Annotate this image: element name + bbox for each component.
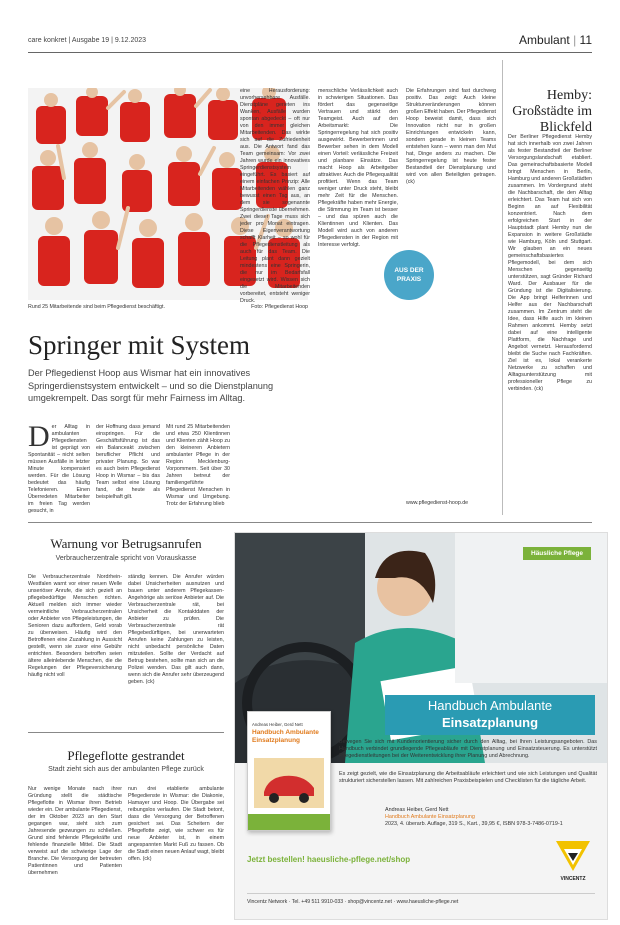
warning-col-2: ständig kennen. Die Anrufer würden dabei Unsicherheiten ausnutzen und bauen unter anderem Pflegekassen-Angehörige als seriöse Anbieter auf. Die Verbraucherzentrale rät, bei Unsicherheit die Kontaktdaten der Anbieter zu prüfen. Die Verbraucherzentrale rät Pflegebedürftigen, bei unerwarteten Anrufen keine Zahlungen zu leisten, nicht unbedacht persönliche Daten mitzuteilen. Sollte der Verdacht auf Betrug bestehen, sollte man sich an die Polizei wenden. Das gilt auch dann, wenn sich die Anrufer sehr überzeugend geben. (ck) <box>128 574 224 685</box>
ad-order-details: 2023, 4. überarb. Auflage, 319 S., Kart., 39,95 €, ISBN 978-3-7486-0719-1 <box>385 821 563 827</box>
photo-caption: Rund 25 Mitarbeitende sind beim Pflegedienst beschäftigt. <box>28 304 165 310</box>
running-header-right: Ambulant | 11 <box>519 33 592 47</box>
book-cover[interactable] <box>247 711 331 831</box>
article-lead: Der Pflegedienst Hoop aus Wismar hat ein innovatives Springerdienstsystem entwickelt – und so die Dienstplanung umgekrempelt. Das sorgt für mehr Fairness im Alltag. <box>28 368 274 403</box>
article-col-6: Die Erfahrungen sind fast durchweg positiv. Das zeigt: Auch kleine Strukturveränderungen können großen Effekt haben. Der Pflegedienst Hoop beweist damit, dass sich Innovation nicht nur in großen Einrichtungen entwickeln kann, sondern gerade in kleinen Teams entstehen kann – wenn man den Mut hat, Dinge anders zu machen. Die Springerregelung ist heute fester Bestandteil der Dienstplanung und wird von allen Beteiligten getragen. (ck) <box>406 88 496 185</box>
side-text: Der Berliner Pflegedienst Hemby hat sich innerhalb von zwei Jahren als fester Bestandteil der Berliner Versorgungslandschaft etabliert. Das gemeinschaftsbasierte Modell bringt Menschen in Berlin, Hamburg und anderen Großstädten zusammen. Im Vordergrund steht die Nachbarschaft, die den Alltag erleichtert. Das Team hat sich von Beginn an auf Flexibilität konzentriert. Nach dem erfolgreichen Start in der Hauptstadt plant Hemby nun die Expansion in weitere Großstädte wie Hamburg, Köln und Stuttgart. Wir glauben an ein neues gemeinschaftsbasiertes Pflegemodell, bei dem sich Menschen gegenseitig unterstützen, sagt Gründer Richard Ward. Der Ausbauer für die Gründung ist die Digitalisierung. Die App bringt Helferinnen und Helfer aus der Nachbarschaft zusammen. Im Zentrum steht die Idee, dass Hilfe auch im kleinen Rahmen ankommt. Hemby setzt dabei auf eine intelligente Plattform, die Nachfrage und Angebot vernetzt. Herausfordernd bleibt die Suche nach Fachkräften. Ziel ist es, lokal verankerte Netzwerke zu schaffen und Alltagsunterstützung mit professioneller Pflege zu verbinden. (ck) <box>508 134 592 392</box>
ad-body-1: Bewegen Sie sich mit Kundenorientierung sicher durch den Alltag, bei Ihren Leistungsangeboten. Das Handbuch verbindet grundlegende Pflegeabläufe mit Dienstplanung und Einsatzsteuerung. Es unterstützt Pflegedienstleitungen bei der Weiterentwicklung ihrer Planung und Abrechnung. <box>339 739 597 759</box>
running-header-left: care konkret | Ausgabe 19 | 9.12.2023 <box>28 37 147 44</box>
ad-cta[interactable]: Jetzt bestellen! haeusliche-pflege.net/shop <box>247 855 411 864</box>
article-col-2: der Hoffnung dass jemand einspringen. Für die Geschäftsführung ist das ein Balanceakt zwischen beruflicher Pflicht und privater Planung. So war es auch beim Pflegedienst Hoop in Wismar – bis das Team selbst eine Lösung fand, die heute als beispielhaft gilt. <box>96 424 160 500</box>
book-title: Handbuch Ambulante Einsatzplanung <box>252 729 319 744</box>
badge-line-2: PRAXIS <box>396 276 422 283</box>
badge-line-1: AUS DER <box>394 267 424 274</box>
page-number: 11 <box>579 33 592 47</box>
book-cover-band <box>248 814 330 830</box>
ad-tag: Häusliche Pflege <box>523 547 591 560</box>
article-col-1 <box>28 424 90 514</box>
vincentz-logo-text: VINCENTZ <box>560 876 586 882</box>
warning-subhead: Verbraucherzentrale spricht von Vorauskasse <box>55 555 197 562</box>
article-col-3: Mit rund 25 Mitarbeitenden und etwa 250 Klientinnen und Klienten zählt Hoop zu den kleineren Anbietern ambulanter Pflege in der Region Mecklenburg-Vorpommern. Seit über 30 Jahren betreut der familiengeführte Pflegedienst Menschen in Wismar und Umgebung. Trotz der Erfahrung blieb <box>166 424 230 507</box>
ad-banner-line-2: Einsatzplanung <box>441 715 539 730</box>
article-col-1-text: er Alltag in ambulanten Pflegediensten ist geprägt von Spontanität – nicht selten müssen Ausfälle in letzter Minute kompensiert werden. Für die Lösung bedeutet das häufig Telefonieren. Einen Überredeten Mitarbeiter im freien Tag werden gesucht, in <box>28 424 90 514</box>
warning-col-1: Die Verbraucherzentrale Nordrhein-Westfalen warnt vor einer neuen Welle unseriöser Anrufe, die sich gezielt an pflegebedürftige Menschen richten. Aktuell melden sich immer wieder vermeintliche Verbraucherzentralen oder Anbieter von Pflegeleistungen, die Senioren dazu auffordern, Geld vorab zu überweisen. Häufig wird den Betroffenen eine Zuzahlung in Aussicht gestellt, wenn sie zuvor eine Gebühr entrichten. Besonders betroffen seien ältere alleinlebende Menschen, die die Regelungen der Pflegeversicherung häufig nicht voll <box>28 574 122 678</box>
warning-headline: Warnung vor Betrugsanrufen <box>50 536 202 551</box>
book-author: Andreas Heiber, Gerd Nett <box>252 722 303 727</box>
advertisement[interactable] <box>234 532 608 920</box>
article-web-link[interactable]: www.pflegedienst-hoop.de <box>406 500 469 506</box>
header-rule <box>28 52 592 53</box>
fleet-subhead: Stadt zieht sich aus der ambulanten Pflege zurück <box>48 766 204 773</box>
ad-order-title: Handbuch Ambulante Einsatzplanung <box>385 814 475 820</box>
fleet-headline: Pflegeflotte gestrandet <box>67 748 185 763</box>
fleet-col-2: nun drei etablierte ambulante Pflegedienste in Wismar: die Diakonie, Hamayer und Hoop. Die Übergabe sei reibungslos verlaufen. Die Stadt betont, dass die Versorgung der Betroffenen gesichert sei. Das Scheitern der Pflegeflotte zeigt, wie schwer es für neue Anbieter ist, in einem angespannten Markt Fuß zu fassen. Ob die Stadt einen neuen Anlauf wagt, bleibt offen. (ck) <box>128 786 224 862</box>
ad-body-2: Es zeigt gezielt, wie die Einsatzplanung die Arbeitsabläufe erleichtert und wie sich Leistungen und Qualität strukturiert sicherstellen lassen. Mit zahlreichen Praxisbeispielen und Checklisten für die tägliche Arbeit. <box>339 771 597 784</box>
vincentz-logo <box>553 841 593 887</box>
side-divider <box>502 60 503 515</box>
ad-footer-rule <box>247 893 595 894</box>
article-col-4: eine Herausforderung: unvorhersehbare Ausfälle. Dienstpläne gerieten ins Wanken, Ausfälle wurden spontan abgedeckt – oft nur von den immer gleichen Mitarbeitenden. Das wirkte sich auf die Zufriedenheit aus. Die Antwort fand das Team gemeinsam: Vor zwei Jahren wurde ein innovatives Springerdienstsystem eingeführt. Es basiert auf einem einfachen Prinzip: Alle Mitarbeitenden wählen ganz bewusst einen Tag aus, an dem sie sogenannte Springerdienste übernehmen. Zwei dieser Tage muss sich jeder pro Monat eintragen. Diese Eigenverantwortung schafft Klarheit – so wohl für die Pflegedienstleitung als auch für das Team. Die Leitung plant dann gezielt mindestens eine Springerin, die nur im Bedarfsfall eingesetzt wird. Wissen sich die Mitarbeitenden vorbereitet, entsteht weniger Druck. <box>240 88 310 304</box>
book-car-illustration <box>254 758 324 808</box>
article-col-5: menschliche Verlässlichkeit auch in schwierigen Situationen. Das fördert das gegenseitige Vertrauen und stärkt den Teamgeist. Auch auf den Arbeitsmarkt: Die Springerregelung hat sich positiv ausgewirkt. Bewerberinnen und Bewerber sehen in dem Modell einen Vorteil: verlässliche Freizeit und planbare Einsätze. Das macht Hoop als Arbeitgeber attraktiver. Auch die Pflegequalität profitiert. Wenn das Team weniger unter Druck steht, bleibt mehr Zeit für die Menschen. Pflegekräfte haben mehr Energie, die Stimmung im Team ist besser – und das spüren auch die Klientinnen und Klienten. Das Modell wird auch von anderen Pflegediensten in der Region mit Interesse verfolgt. <box>318 88 398 248</box>
photo-credit: Foto: Pflegedienst Hoop <box>251 304 308 310</box>
ad-banner <box>385 695 595 735</box>
ad-banner-line-1: Handbuch Ambulante <box>427 698 553 713</box>
section-label: Ambulant <box>519 33 570 47</box>
ad-order-info <box>385 807 585 828</box>
section-rule-1 <box>28 522 592 523</box>
fleet-col-1: Nur wenige Monate nach ihrer Gründung stellt die städtische Pflegeflotte in Wismar ihren Betrieb wieder ein. Der ambulante Pflegedienst, der im Oktober 2023 an den Start gegangen war, sieht sich zum Jahresende gezwungen zu schließen. Grund sind fehlende Pflegekräfte und fehlende finanzielle Mittel. Die Stadt verweist auf die schwierige Lage der Branche. Die Versorgung der betreuten Patientinnen und Patienten übernehmen <box>28 786 122 876</box>
ad-order-authors: Andreas Heiber, Gerd Nett <box>385 807 449 813</box>
side-headline: Hemby: Großstädte im Blickfeld <box>512 88 592 135</box>
dropcap: D <box>28 424 50 453</box>
article-headline: Springer mit System <box>28 330 250 360</box>
vincentz-logo-icon <box>556 841 590 871</box>
ad-footer: Vincentz Network · Tel. +49 511 9910-033 · shop@vincentz.net · www.haeusliche-pflege.net <box>247 899 459 905</box>
aus-der-praxis-badge <box>384 250 434 300</box>
section-rule-2 <box>28 732 224 733</box>
